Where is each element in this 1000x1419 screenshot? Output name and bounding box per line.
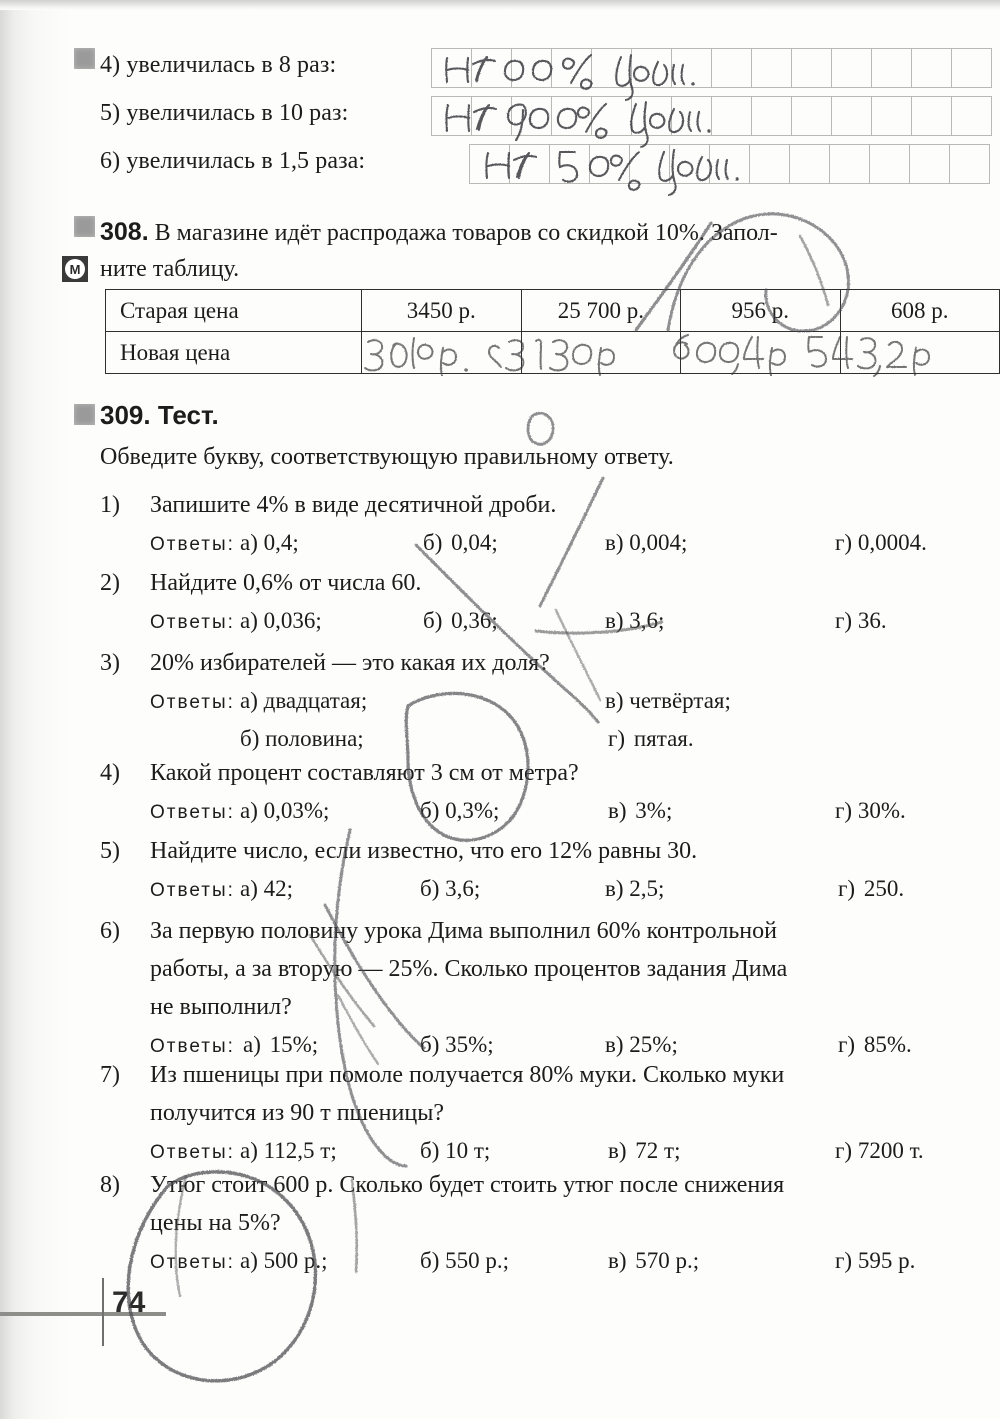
question-6-option-2[interactable] xyxy=(420,1032,494,1058)
answer-cell[interactable] xyxy=(671,96,712,136)
answer-cell[interactable] xyxy=(749,144,790,184)
option-letter[interactable]: г) xyxy=(835,1248,853,1273)
question-6-number: 6) xyxy=(100,918,120,944)
question-5-text-line-1: Найдите число, если известно, что его 12% равны 30. xyxy=(150,838,698,864)
option-text: 0,3%; xyxy=(445,798,500,823)
option-text: 7200 т. xyxy=(857,1138,924,1163)
section-marker-square xyxy=(74,48,95,69)
option-letter[interactable]: б) xyxy=(423,530,443,555)
option-letter[interactable]: в) xyxy=(605,1032,624,1057)
old-price-value-2: 25 700 р. xyxy=(521,290,680,332)
question-4-option-4[interactable] xyxy=(835,798,906,824)
option-text: 595 р. xyxy=(857,1248,916,1273)
price-table xyxy=(105,289,1000,374)
option-text: 35%; xyxy=(445,1032,494,1057)
answer-cell[interactable] xyxy=(949,144,990,184)
answer-cell[interactable] xyxy=(551,96,592,136)
question-7-option-4[interactable] xyxy=(835,1138,924,1164)
exercise-309-marker-square xyxy=(74,404,95,425)
option-text: 0,04; xyxy=(451,530,498,555)
option-letter[interactable]: б) xyxy=(420,1248,440,1273)
option-letter[interactable]: в) xyxy=(605,688,624,713)
answer-cell[interactable] xyxy=(511,48,552,88)
old-price-value-1: 3450 р. xyxy=(361,290,521,332)
question-3-text-line-1: 20% избирателей — это какая их доля? xyxy=(150,650,550,676)
new-price-cell-2[interactable] xyxy=(521,332,680,374)
answer-cell[interactable] xyxy=(591,48,632,88)
option-text: пятая. xyxy=(633,726,694,751)
exercise-308-marker-square xyxy=(74,216,95,237)
exercise-308-line1 xyxy=(100,218,778,247)
answer-cell[interactable] xyxy=(791,96,832,136)
option-letter[interactable]: в) xyxy=(605,876,624,901)
question-5-option-2[interactable] xyxy=(420,876,480,902)
option-text: 250. xyxy=(863,876,905,901)
option-text: 0,4; xyxy=(263,530,299,555)
old-price-value-4: 608 р. xyxy=(840,290,999,332)
option-letter[interactable]: а) xyxy=(240,798,258,823)
option-text: 0,36; xyxy=(451,608,498,633)
question-1-option-2[interactable] xyxy=(420,530,498,556)
option-text: 3,6; xyxy=(445,876,481,901)
answer-cell[interactable] xyxy=(471,96,512,136)
answer-cell[interactable] xyxy=(669,144,710,184)
option-letter[interactable]: в) xyxy=(608,798,627,823)
option-letter[interactable]: в) xyxy=(608,1138,627,1163)
answer-cells-row-5[interactable] xyxy=(432,96,992,136)
new-price-cell-3[interactable] xyxy=(681,332,840,374)
question-5-number: 5) xyxy=(100,838,120,864)
question-2-option-2[interactable] xyxy=(420,608,498,634)
question-4-number: 4) xyxy=(100,760,120,786)
question-7-number: 7) xyxy=(100,1062,120,1088)
question-3-answers-label: Ответы: xyxy=(150,692,235,713)
question-8-option-4[interactable] xyxy=(835,1248,915,1274)
question-5-option-3[interactable] xyxy=(605,876,664,902)
question-1-text-line-1: Запишите 4% в виде десятичной дроби. xyxy=(150,492,557,518)
table-row-new-price xyxy=(106,332,1000,374)
exercise-309-heading xyxy=(100,400,219,431)
option-letter[interactable]: г) xyxy=(838,1032,856,1057)
option-letter[interactable]: а) xyxy=(240,876,258,901)
question-7-answers-label: Ответы: xyxy=(150,1142,235,1163)
answer-cell[interactable] xyxy=(589,144,630,184)
top-item-6 xyxy=(100,148,365,175)
question-7-option-2[interactable] xyxy=(420,1138,490,1164)
option-letter[interactable]: г) xyxy=(608,726,626,751)
option-text: половина; xyxy=(265,726,364,751)
option-letter[interactable]: б) xyxy=(420,1138,440,1163)
answer-cell[interactable] xyxy=(591,96,632,136)
answer-cell[interactable] xyxy=(791,48,832,88)
option-letter[interactable]: г) xyxy=(835,1138,853,1163)
question-2-option-1[interactable] xyxy=(240,608,322,634)
question-4-option-3[interactable] xyxy=(605,798,672,824)
exercise-309-instruction: Обведите букву, соответствующую правильному ответу. xyxy=(100,444,674,470)
table-row-old-price xyxy=(106,290,1000,332)
question-2-number: 2) xyxy=(100,570,120,596)
question-4-answers-label: Ответы: xyxy=(150,802,235,823)
question-2-option-4[interactable] xyxy=(835,608,887,634)
option-text: 36. xyxy=(857,608,887,633)
question-1-option-1[interactable] xyxy=(240,530,299,556)
option-text: двадцатая; xyxy=(263,688,368,713)
answer-cell[interactable] xyxy=(711,96,752,136)
answer-cell[interactable] xyxy=(831,48,872,88)
footer-tick xyxy=(102,1278,104,1346)
answer-cells-row-4[interactable] xyxy=(432,48,992,88)
option-letter[interactable]: г) xyxy=(835,608,853,633)
answer-cell[interactable] xyxy=(831,96,872,136)
new-price-cell-1[interactable] xyxy=(361,332,521,374)
exercise-309-number: 309. xyxy=(100,400,151,430)
exercise-308-text-line1: В магазине идёт распродажа товаров со скидкой 10%. Запол- xyxy=(154,220,778,246)
page-number: 74 xyxy=(112,1286,146,1319)
question-3-option-1[interactable] xyxy=(240,688,367,714)
answer-cell[interactable] xyxy=(431,96,472,136)
top-item-6-text: увеличилась в 1,5 раза: xyxy=(126,148,366,174)
option-text: 112,5 т; xyxy=(263,1138,337,1163)
top-item-5-num: 5) xyxy=(100,100,121,126)
exercise-309-title: Тест. xyxy=(157,400,219,430)
option-text: 30%. xyxy=(857,798,906,823)
question-7-option-3[interactable] xyxy=(605,1138,680,1164)
option-letter[interactable]: в) xyxy=(605,608,624,633)
option-text: четвёртая; xyxy=(629,688,731,713)
question-2-option-3[interactable] xyxy=(605,608,664,634)
option-text: 0,03%; xyxy=(263,798,330,823)
question-1-option-4[interactable] xyxy=(835,530,927,556)
answer-cell[interactable] xyxy=(469,144,510,184)
answer-cell[interactable] xyxy=(549,144,590,184)
question-8-option-2[interactable] xyxy=(420,1248,509,1274)
question-6-option-4[interactable] xyxy=(835,1032,912,1058)
question-4-text-line-1: Какой процент составляют 3 см от метра? xyxy=(150,760,579,786)
m-badge xyxy=(62,256,88,282)
top-item-4 xyxy=(100,52,336,79)
question-5-option-4[interactable] xyxy=(835,876,904,902)
question-4-option-1[interactable] xyxy=(240,798,329,824)
answer-cell[interactable] xyxy=(869,144,910,184)
question-7-option-1[interactable] xyxy=(240,1138,337,1164)
question-6-answers-label: Ответы: xyxy=(150,1036,235,1057)
answer-cell[interactable] xyxy=(671,48,712,88)
answer-cell[interactable] xyxy=(751,48,792,88)
option-letter[interactable]: г) xyxy=(835,798,853,823)
option-letter[interactable]: а) xyxy=(240,530,258,555)
question-6-text-line-2: работы, а за вторую — 25%. Сколько процентов задания Дима xyxy=(150,956,788,982)
question-3-number: 3) xyxy=(100,650,120,676)
question-6-option-1[interactable] xyxy=(240,1032,318,1058)
option-text: 72 т; xyxy=(635,1138,681,1163)
question-7-text-line-2: получится из 90 т пшеницы? xyxy=(150,1100,444,1126)
question-6-text-line-3: не выполнил? xyxy=(150,994,292,1020)
answer-cell[interactable] xyxy=(871,96,912,136)
answer-cell[interactable] xyxy=(511,96,552,136)
option-letter[interactable]: б) xyxy=(420,876,440,901)
option-text: 42; xyxy=(263,876,294,901)
top-item-4-text: увеличилась в 8 раз: xyxy=(126,52,337,78)
answer-cell[interactable] xyxy=(509,144,550,184)
option-letter[interactable]: б) xyxy=(423,608,443,633)
question-2-text-line-1: Найдите 0,6% от числа 60. xyxy=(150,570,422,596)
question-8-number: 8) xyxy=(100,1172,120,1198)
new-price-cell-4[interactable] xyxy=(840,332,999,374)
answer-cell[interactable] xyxy=(431,48,472,88)
answer-cell[interactable] xyxy=(709,144,750,184)
question-1-number: 1) xyxy=(100,492,120,518)
answer-cell[interactable] xyxy=(629,144,670,184)
option-text: 0,0004. xyxy=(857,530,927,555)
option-text: 0,004; xyxy=(629,530,688,555)
option-text: 25%; xyxy=(629,1032,678,1057)
option-text: 2,5; xyxy=(629,876,665,901)
old-price-label: Старая цена xyxy=(106,290,362,332)
question-3-option-4[interactable] xyxy=(605,726,694,752)
option-text: 0,036; xyxy=(263,608,322,633)
answer-cell[interactable] xyxy=(631,48,672,88)
option-letter[interactable]: а) xyxy=(240,1248,258,1273)
question-8-option-1[interactable] xyxy=(240,1248,328,1274)
question-3-option-2[interactable] xyxy=(605,688,731,714)
top-item-4-num: 4) xyxy=(100,52,121,78)
answer-cell[interactable] xyxy=(789,144,830,184)
option-letter[interactable]: в) xyxy=(605,530,624,555)
option-letter[interactable]: в) xyxy=(608,1248,627,1273)
option-text: 500 р.; xyxy=(263,1248,328,1273)
new-price-label: Новая цена xyxy=(106,332,362,374)
question-7-text-line-1: Из пшеницы при помоле получается 80% муки. Сколько муки xyxy=(150,1062,785,1088)
option-letter[interactable]: а) xyxy=(240,1138,258,1163)
option-letter[interactable]: а) xyxy=(243,1032,261,1057)
top-item-5-text: увеличилась в 10 раз: xyxy=(126,100,349,126)
m-badge-letter: М xyxy=(65,259,85,279)
option-text: 570 р.; xyxy=(635,1248,700,1273)
option-text: 15%; xyxy=(269,1032,319,1057)
option-letter[interactable]: б) xyxy=(420,798,440,823)
answer-cell[interactable] xyxy=(909,144,950,184)
answer-cell[interactable] xyxy=(631,96,672,136)
question-6-option-3[interactable] xyxy=(605,1032,678,1058)
question-2-answers-label: Ответы: xyxy=(150,612,235,633)
question-5-answers-label: Ответы: xyxy=(150,880,235,901)
answer-cell[interactable] xyxy=(951,48,992,88)
option-letter[interactable]: г) xyxy=(835,530,853,555)
option-text: 550 р.; xyxy=(445,1248,510,1273)
top-item-5 xyxy=(100,100,348,127)
answer-cell[interactable] xyxy=(711,48,752,88)
answer-cell[interactable] xyxy=(871,48,912,88)
exercise-308-number: 308. xyxy=(100,218,149,246)
question-1-option-3[interactable] xyxy=(605,530,687,556)
option-letter[interactable]: г) xyxy=(838,876,856,901)
option-text: 3%; xyxy=(635,798,673,823)
question-1-answers-label: Ответы: xyxy=(150,534,235,555)
question-8-option-3[interactable] xyxy=(605,1248,699,1274)
answer-cell[interactable] xyxy=(471,48,512,88)
answer-cell[interactable] xyxy=(751,96,792,136)
option-text: 85%. xyxy=(863,1032,912,1057)
question-8-text-line-1: Утюг стоит 600 р. Сколько будет стоить утюг после снижения xyxy=(150,1172,785,1198)
option-letter[interactable]: а) xyxy=(240,608,258,633)
question-6-text-line-1: За первую половину урока Дима выполнил 60% контрольной xyxy=(150,918,777,944)
answer-cell[interactable] xyxy=(551,48,592,88)
option-letter[interactable]: а) xyxy=(240,688,258,713)
option-text: 10 т; xyxy=(445,1138,491,1163)
option-letter[interactable]: б) xyxy=(420,1032,440,1057)
answer-cell[interactable] xyxy=(951,96,992,136)
question-4-option-2[interactable] xyxy=(420,798,499,824)
question-3-option-3[interactable] xyxy=(240,726,364,752)
exercise-308-text-line2: ните таблицу. xyxy=(100,256,240,282)
answer-cell[interactable] xyxy=(911,48,952,88)
answer-cell[interactable] xyxy=(829,144,870,184)
answer-cells-row-6[interactable] xyxy=(470,144,990,184)
option-text: 3,6; xyxy=(629,608,665,633)
top-item-6-num: 6) xyxy=(100,148,121,174)
question-8-text-line-2: цены на 5%? xyxy=(150,1210,281,1236)
option-letter[interactable]: б) xyxy=(240,726,260,751)
question-8-answers-label: Ответы: xyxy=(150,1252,235,1273)
answer-cell[interactable] xyxy=(911,96,952,136)
question-5-option-1[interactable] xyxy=(240,876,293,902)
old-price-value-3: 956 р. xyxy=(681,290,840,332)
